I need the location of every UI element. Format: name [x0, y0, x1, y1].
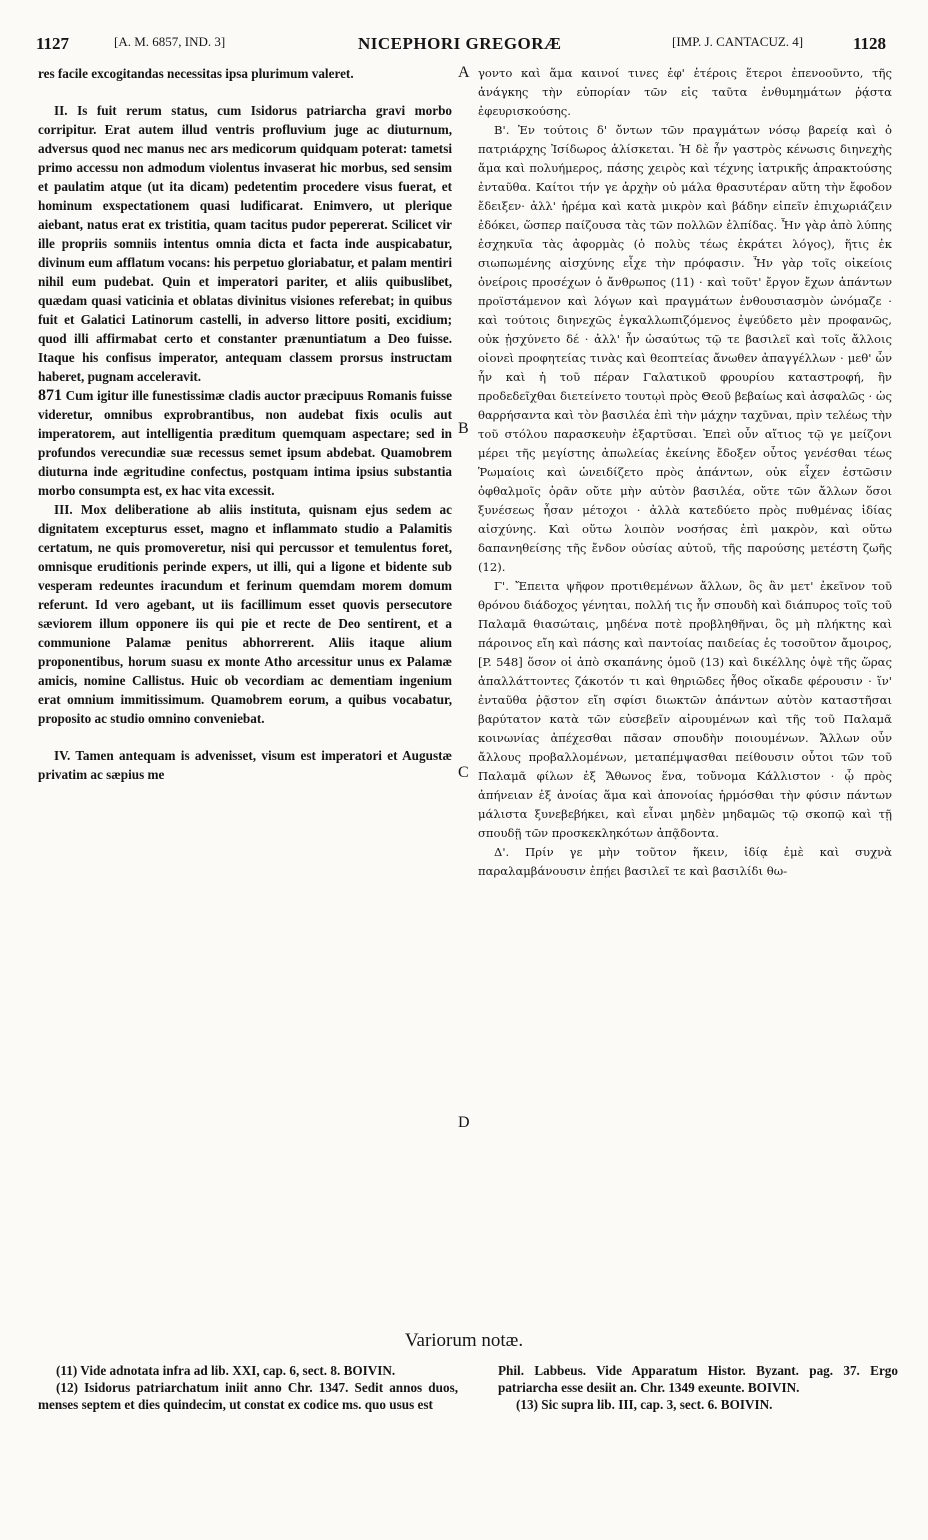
latin-para-1: II. Is fuit rerum status, cum Isidorus patriarcha gravi morbo corripitur. Erat autem illud ventris profluvium juge ac diuturnum, adversus quod nec manus nec ars medicorum quidquam poterat: tametsi primo accessu non admodum violentus invaserat hic morbus, sed sensim et paulatim atque (ut ita dicam) pedetentim procedere visus fuerat, et hominum exspectationem quasi ludificarat. Enimvero, ut plerique aiebant, natus erat ex tristitia, quam tacitus pudor pepererat. Scilicet vir ille propriis somniis intentus omnia dicta et facta inde auspicabatur, divinum eum afflatum vocans: his perpetuo gloriabatur, et palam mentiri nihil eum pudebat. Quin et imperatori pariter, et aliis quibuslibet, quædam quasi vaticinia et oblatas divinitus visiones referebat; in quibus fuit et Galatici Latinorum castelli, in adverso littore positi, excidium; quod illi affirmabat certo et constanter prænuntiatum a Deo fuisse. Itaque his confisus imperator, antequam classem prorsus instructam haberet, pugnam acceleravit.	[38, 103, 452, 384]
greek-column	[478, 64, 892, 881]
note-11: (11) Vide adnotata infra ad lib. XXI, cap. 6, sect. 8. BOIVIN.	[56, 1363, 396, 1378]
page-number-left: 1127	[36, 34, 70, 53]
notes-right-column	[498, 1362, 898, 1413]
running-title: NICEPHORI GREGORÆ	[358, 34, 562, 53]
note-13: (13) Sic supra lib. III, cap. 3, sect. 6. BOIVIN.	[516, 1397, 773, 1412]
margin-letter-d: D	[458, 1114, 470, 1131]
running-header	[36, 34, 886, 60]
greek-para-1: Β'. Ἐν τούτοις δ' ὄντων τῶν πραγμάτων νόσῳ βαρείᾳ καὶ ὁ πατριάρχης Ἰσίδωρος ἁλίσκεται. Ἡ δὲ ἦν γαστρὸς κένωσις διηνεχὴς ἅμα καὶ πολυήμερος, πάσης χειρὸς καὶ τέχνης ἰατρικῆς ἀπρακτούσης ἐνταῦθα. Καίτοι τήν γε ἀρχὴν οὐ μάλα θρασυτέραν αὕτη τὴν ἔφοδον ἔδειξεν· ἀλλ' ἠρέμα καὶ κατὰ μικρὸν καὶ βάδην εἰπεῖν ἐπιχωριάζειν ἐδόκει, ὥσπερ παίζουσα τὰς τῶν πολλῶν ἐλπίδας. Ἦν γὰρ ἀπὸ λύπης ἐσχηκυῖα τὰς ἀφορμὰς (ὁ πολὺς τέως ἐκράτει λόγος), ἥτις ἐκ σιωπωμένης αἰσχύνης εἶχε τὴν πρόφασιν. Ἦν γὰρ τοῖς οἰκείοις ὀνείροις προσέχων ὁ ἄνθρωπος (11) · καὶ τοῦτ' ἔργον ἔχων ἁπάντων προϊστάμενον καὶ λόγων καὶ πραγμάτων ἐνθουσιασμὸν ὠνόμαζε · καὶ τούτοις διηνεχῶς ἐγκαλλωπιζόμενος ἐψεύδετο μὲν προφανῶς, οὐκ ᾐσχύνετο δέ · ἀλλ' ἦν ὡσαύτως τῷ τε βασιλεῖ καὶ τοῖς ἄλλοις οἱονεὶ προφητείας τινὰς καὶ θεοπτείας ἄνωθεν ἀπαγγέλλων · μεθ' ὧν ἦν καὶ ἡ τοῦ πέραν Γαλατικοῦ φρουρίου καταστροφή, ἣν προδεδεῖχθαι διετείνετο τουτῳὶ πρὸς Θεοῦ βεβαίως καὶ ἀσφαλῶς · ὡς θαρρήσαντα καὶ τὸν βασιλέα ἐπὶ τὴν μάχην ταχῦναι, πρὶν τελέως τὴν τοῦ στόλου παρασκευὴν ἐξαρτῦσαι. Ἐπεὶ οὖν αἴτιος τῷ γε μείζονι μέρει τῆς μεγίστης ἀπωλείας ἐκείνης ἔδοξεν οὗτος γενέσθαι τέως Ῥωμαίοις καὶ ὠνειδίζετο πρὸς ἁπάντων, οὐκ εἶχεν ἐστῶσιν ὀφθαλμοῖς ὁρᾶν οὔτε μὴν αὐτὸν βασιλέα, οὔτε τῶν ἄλλων ὅσοι ξυνέσεως ἦσαν μέτοχοι · ἀλλὰ κατεδύετο πρὸς πυθμένας ἰδίας αἰσχύνης. Καὶ οὕτω λοιπὸν νοσήσας ἐπὶ μακρὸν, καὶ οὕτω δαπανηθείσης τῆς ἔνδον οὐσίας αὐτοῦ, τῆς παρούσης μετέστη ζωῆς (12).	[478, 123, 892, 574]
latin-para-1-cont	[38, 386, 452, 500]
margin-letter-a: A	[458, 64, 470, 81]
notes-title: Variorum notæ.	[404, 1330, 524, 1351]
dating-left: [A. M. 6857, IND. 3]	[114, 34, 226, 49]
greek-para-3: Δ'. Πρίν γε μὴν τοῦτον ἥκειν, ἰδίᾳ ἐμὲ καὶ συχνὰ παραλαμβάνουσιν ἐπῄει βασιλεῖ τε καὶ βασιλίδι θω-	[478, 845, 892, 878]
latin-para-2: III. Mox deliberatione ab aliis instituta, quisnam ejus sedem ac dignitatem excepturus esset, magno et inflammato studio a Palamitis certatum, ne quis promoveretur, nisi qui percussor et temulentus foret, omnisque eruditionis perinde expers, ut illi, qui a ligone et bidente sub vesperam redeuntes iracundum et ferinum quemdam morem domum referunt. Id vero agebant, ut iis facillimum esset quovis persecutore sæviorem illum opponere iis qui pie et recte de Deo sentirent, et a communione Palamæ penitus abhorrerent. Aliis itaque alium proponentibus, horum suasu ex monte Atho arcessitur unus ex Palamæ amicis, nomine Callistus. Huic ob vecordiam ac dementiam ingenium erat omnium immitissimum. Quamobrem eorum, a quibus vocabatur, proposito ac studio omnino conveniebat.	[38, 502, 452, 726]
page-mark: 871	[38, 387, 62, 404]
latin-para-1-cont-text: Cum igitur ille funestissimæ cladis auctor præcipuus Romanis fuisse videretur, omnibus exprobrantibus, non audebat fixis oculis aut imperatorem, aut intelligentia præditum quemquam aspectare; sed in profundos verecundiæ suæ recessus semet ipsum abdebat. Quamobrem diuturna inde ægritudine confectus, postquam intima ipsius substantia morbo consumpta est, ex hac vita excessit.	[38, 388, 452, 498]
latin-column	[38, 64, 452, 784]
notes-left-column	[38, 1362, 458, 1413]
latin-para-0: res facile excogitandas necessitas ipsa plurimum valeret.	[38, 66, 354, 81]
greek-para-2: Γ'. Ἔπειτα ψῆφον προτιθεμένων ἄλλων, ὃς ἂν μετ' ἐκεῖνον τοῦ θρόνου διάδοχος γένηται, πολλή τις ἦν σπουδὴ καὶ διάπυρος τοῖς τοῦ Παλαμᾶ θιασώταις, μηδένα ποτὲ προβληθῆναι, ὃς μὴ πλήκτης καὶ πάροινος εἴη καὶ πάσης καὶ παντοίας παιδείας ἐς τοσοῦτον ἄμοιρος, [P. 548] ὅσον οἱ ἀπὸ σκαπάνης ὁμοῦ (13) καὶ δικέλλης ὀψὲ τῆς ὥρας ἀπαλλάττοντες ζάκοτόν τι καὶ θηριῶδες ἦθος οἴκαδε φέρουσιν · ἵν' ἐνταῦθα ῥᾷστον εἴη σφίσι διωκτῶν ἁπάντων αὐτὸν καταστῆσαι βαρύτατον κατὰ τῶν εὐσεβεῖν αἱρουμένων καὶ τῆς τοῦ Παλαμᾶ κοινωνίας ἀπέχεσθαι πᾶσαν σπουδὴν ποιουμένων. Ἄλλων οὖν ἄλλους προβαλλομένων, μεταπέμψασθαι πείθουσιν οὗτοι τῶν τοῦ Παλαμᾶ φίλων ἐξ Ἄθωνος ἕνα, τοὔνομα Κάλλιστον · ᾧ πρὸς ἀπήνειαν ἐξ ἀνοίας ἅμα καὶ ἀπονοίας ἡρμόσθαι τὴν φύσιν πάντων μάλιστα ξυνεβεβήκει, καὶ εἶναι μηδὲν μηδαμῶς τῷ σκοπῷ καὶ τῇ σπουδῇ τῶν προσκεκληκότων ἀπᾷδοντα.	[478, 579, 892, 840]
page-number-right: 1128	[852, 34, 886, 53]
margin-letter-c: C	[458, 764, 469, 781]
dating-right: [IMP. J. CANTACUZ. 4]	[672, 34, 804, 49]
latin-para-3: IV. Tamen antequam is advenisset, visum est imperatori et Augustæ privatim ac sæpius me	[38, 748, 452, 782]
margin-letter-b: B	[458, 420, 469, 437]
note-12-continued: Phil. Labbeus. Vide Apparatum Histor. Byzant. pag. 37. Ergo patriarcha esse desiit an. Chr. 1349 exeunte. BOIVIN.	[498, 1363, 898, 1395]
note-12: (12) Isidorus patriarchatum iniit anno Chr. 1347. Sedit annos duos, menses septem et dies quindecim, ut constat ex codice ms. quo usus est	[38, 1380, 458, 1412]
greek-para-0: γοντο καὶ ἅμα καινοί τινες ἐφ' ἑτέροις ἕτεροι ἐπενοοῦντο, τῆς ἀνάγκης τὴν εὐπορίαν τῶν εἰς ταῦτα ἐνθυμημάτων ῥᾴστα ἐφευρισκούσης.	[478, 66, 892, 118]
